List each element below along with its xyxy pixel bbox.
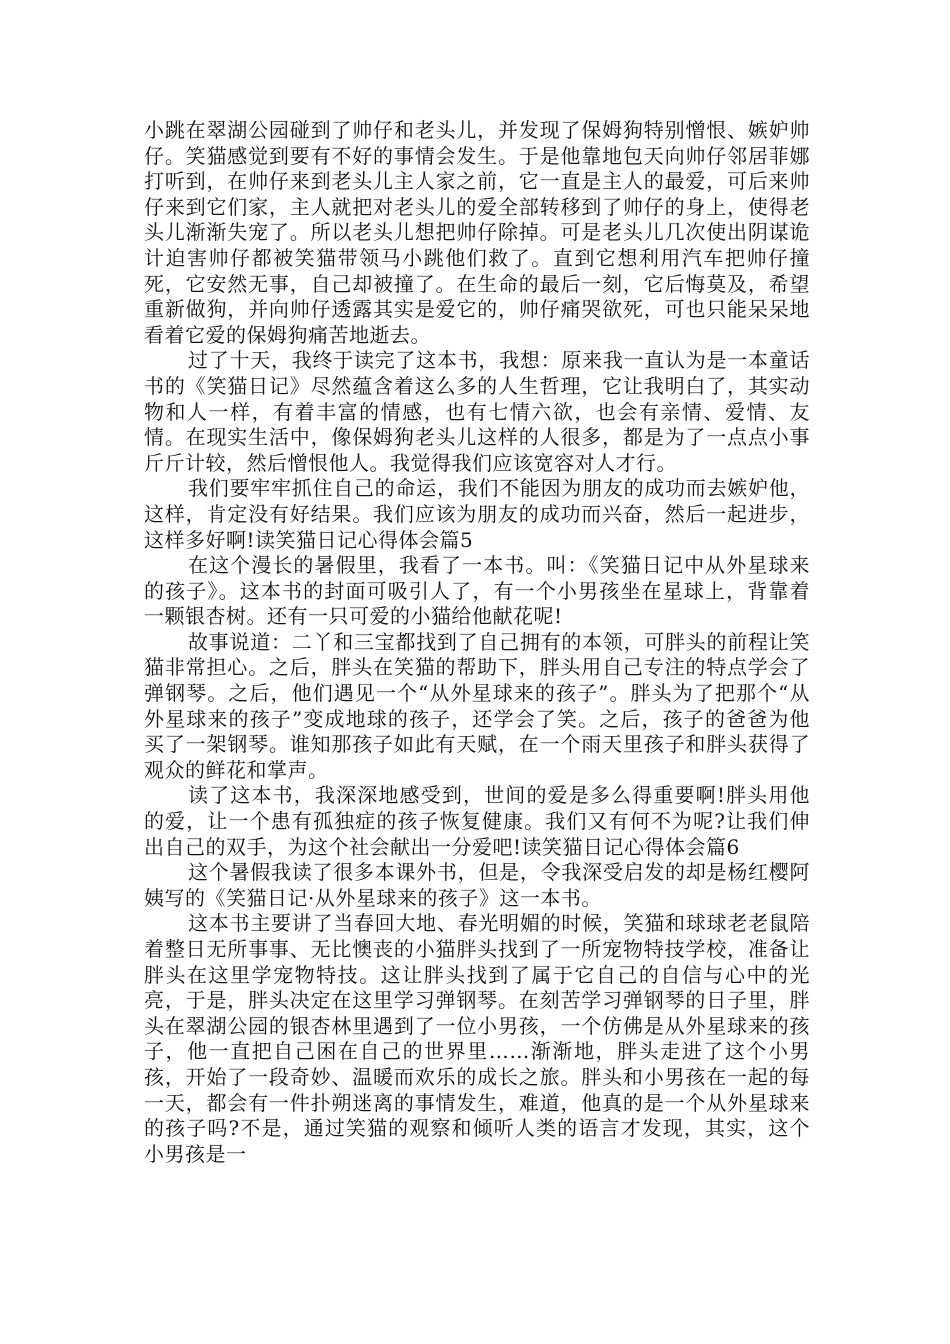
paragraph-7: 这个暑假我读了很多本课外书，但是，令我深受启发的却是杨红樱阿姨写的《笑猫日记·从外星球来的孩子》这一本书。 bbox=[144, 860, 810, 910]
paragraph-3: 我们要牢牢抓住自己的命运，我们不能因为朋友的成功而去嫉妒他，这样，肯定没有好结果。我们应该为朋友的成功而兴奋，然后一起进步，这样多好啊!读笑猫日记心得体会篇5 bbox=[144, 476, 810, 552]
paragraph-2: 过了十天，我终于读完了这本书，我想：原来我一直认为是一本童话书的《笑猫日记》尽然蕴含着这么多的人生哲理，它让我明白了，其实动物和人一样，有着丰富的情感，也有七情六欲，也会有亲情、爱情、友情。在现实生活中，像保姆狗老头儿这样的人很多，都是为了一点点小事斤斤计较，然后憎恨他人。我觉得我们应该宽容对人才行。 bbox=[144, 348, 810, 475]
paragraph-6: 读了这本书，我深深地感受到，世间的爱是多么得重要啊!胖头用他的爱，让一个患有孤独症的孩子恢复健康。我们又有何不为呢?让我们伸出自己的双手，为这个社会献出一分爱吧!读笑猫日记心得体会篇6 bbox=[144, 783, 810, 859]
paragraph-8: 这本书主要讲了当春回大地、春光明媚的时候，笑猫和球球老老鼠陪着整日无所事事、无比懊丧的小猫胖头找到了一所宠物特技学校，准备让胖头在这里学宠物特技。这让胖头找到了属于它自己的自信与心中的光亮，于是，胖头决定在这里学习弹钢琴。在刻苦学习弹钢琴的日子里，胖头在翠湖公园的银杏林里遇到了一位小男孩，一个仿佛是从外星球来的孩子，他一直把自己困在自己的世界里……渐渐地，胖头走进了这个小男孩，开始了一段奇妙、温暖而欢乐的成长之旅。胖头和小男孩在一起的每一天，都会有一件扑朔迷离的事情发生，难道，他真的是一个从外星球来的孩子吗?不是，通过笑猫的观察和倾听人类的语言才发现，其实，这个小男孩是一 bbox=[144, 911, 810, 1166]
document-body bbox=[144, 118, 810, 1167]
paragraph-5: 故事说道：二丫和三宝都找到了自己拥有的本领，可胖头的前程让笑猫非常担心。之后，胖头在笑猫的帮助下，胖头用自己专注的特点学会了弹钢琴。之后，他们遇见一个“从外星球来的孩子”。胖头为了把那个“从外星球来的孩子”变成地球的孩子，还学会了笑。之后，孩子的爸爸为他买了一架钢琴。谁知那孩子如此有天赋，在一个雨天里孩子和胖头获得了观众的鲜花和掌声。 bbox=[144, 629, 810, 782]
paragraph-1: 小跳在翠湖公园碰到了帅仔和老头儿，并发现了保姆狗特别憎恨、嫉妒帅仔。笑猫感觉到要有不好的事情会发生。于是他靠地包天向帅仔邻居菲娜打听到，在帅仔来到老头儿主人家之前，它一直是主人的最爱，可后来帅仔来到它们家，主人就把对老头儿的爱全部转移到了帅仔的身上，使得老头儿渐渐失宠了。所以老头儿想把帅仔除掉。可是老头儿几次使出阴谋诡计迫害帅仔都被笑猫带领马小跳他们救了。直到它想利用汽车把帅仔撞死，它安然无事，自己却被撞了。在生命的最后一刻，它后悔莫及，希望重新做狗，并向帅仔透露其实是爱它的，帅仔痛哭欲死，可也只能呆呆地看着它爱的保姆狗痛苦地逝去。 bbox=[144, 118, 810, 347]
paragraph-4: 在这个漫长的暑假里，我看了一本书。叫：《笑猫日记中从外星球来的孩子》。这本书的封面可吸引人了，有一个小男孩坐在星球上，背靠着一颗银杏树。还有一只可爱的小猫给他献花呢! bbox=[144, 553, 810, 629]
